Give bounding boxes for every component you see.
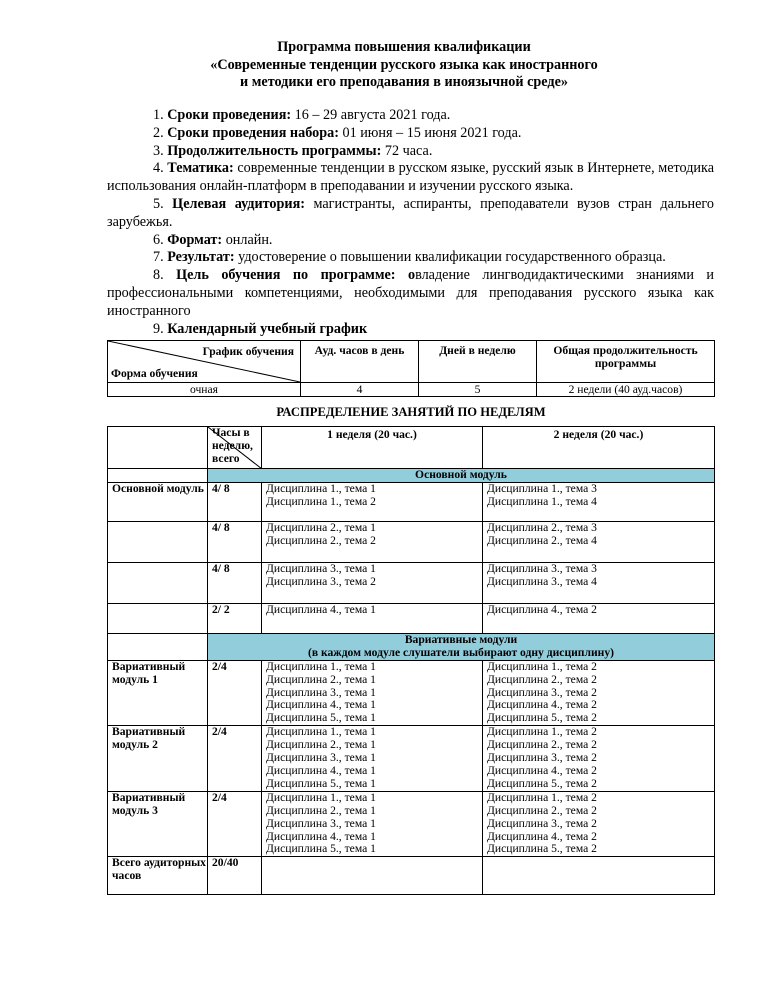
total-week-2-cell <box>483 857 715 895</box>
variable-module-3-hours: 2/4 <box>208 791 262 857</box>
header-days-per-week: Дней в неделю <box>419 341 537 383</box>
band-variable-modules: Вариативные модули (в каждом модуле слушатели выбирают одну дисциплину) <box>208 633 715 660</box>
variable-module-1-week-1: Дисциплина 1., тема 1 Дисциплина 2., тема 1 Дисциплина 3., тема 1 Дисциплина 4., тема 1 Дисциплина 5., тема 1 <box>262 660 483 726</box>
variable-module-1-label: Вариативный модуль 1 <box>108 660 208 726</box>
program-details-list <box>107 107 714 338</box>
main-row-2-hours: 4/ 8 <box>208 521 262 562</box>
list-item-7: 7. Результат: удостоверение о повышении квалификации государственного образца. <box>153 249 666 266</box>
title-line-1: Программа повышения квалификации <box>277 39 531 55</box>
list-item-5: 5. Целевая аудитория: магистранты, аспиранты, преподаватели вузов стран дальнего зарубежья. <box>107 195 714 230</box>
cell-days-per-week: 5 <box>419 383 537 397</box>
header-empty-cell <box>108 427 208 469</box>
empty-cell <box>108 562 208 603</box>
header-hours-cell <box>208 427 262 469</box>
main-row-2-week-1: Дисциплина 2., тема 1 Дисциплина 2., тема 2 <box>262 521 483 562</box>
main-row-3-hours: 4/ 8 <box>208 562 262 603</box>
variable-module-2-label: Вариативный модуль 2 <box>108 726 208 792</box>
list-item-6: 6. Формат: онлайн. <box>153 231 273 248</box>
main-row-1-hours: 4/ 8 <box>208 482 262 521</box>
variable-module-2-hours: 2/4 <box>208 726 262 792</box>
main-row-2-week-2: Дисциплина 2., тема 3 Дисциплина 2., тема 4 <box>483 521 715 562</box>
schedule-label: График обучения <box>202 345 294 358</box>
header-week-2: 2 неделя (20 час.) <box>483 427 715 469</box>
variable-module-1-week-2: Дисциплина 1., тема 2 Дисциплина 2., тема 2 Дисциплина 3., тема 2 Дисциплина 4., тема 2 Дисциплина 5., тема 2 <box>483 660 715 726</box>
band-empty-cell <box>108 469 208 483</box>
main-module-label: Основной модуль <box>108 482 208 521</box>
variable-module-2-week-1: Дисциплина 1., тема 1 Дисциплина 2., тема 1 Дисциплина 3., тема 1 Дисциплина 4., тема 1 Дисциплина 5., тема 1 <box>262 726 483 792</box>
variable-module-1-hours: 2/4 <box>208 660 262 726</box>
list-item-1: 1. Сроки проведения: 16 – 29 августа 2021 года. <box>153 107 451 123</box>
total-hours-label: Всего аудиторных часов <box>108 857 208 895</box>
variable-module-3-week-2: Дисциплина 1., тема 2 Дисциплина 2., тема 2 Дисциплина 3., тема 2 Дисциплина 4., тема 2 Дисциплина 5., тема 2 <box>483 791 715 857</box>
list-item-9: 9. Календарный учебный график <box>153 320 368 337</box>
header-hours-label: Часы в неделю, всего <box>212 426 253 465</box>
band-empty-cell <box>108 633 208 660</box>
main-row-3-week-2: Дисциплина 3., тема 3 Дисциплина 3., тема 4 <box>483 562 715 603</box>
main-row-3-week-1: Дисциплина 3., тема 1 Дисциплина 3., тема 2 <box>262 562 483 603</box>
cell-total-duration: 2 недели (40 ауд.часов) <box>537 383 715 397</box>
header-total-duration: Общая продолжительность программы <box>537 341 715 383</box>
header-week-1: 1 неделя (20 час.) <box>262 427 483 469</box>
calendar-table <box>107 340 715 397</box>
form-label: Форма обучения <box>111 367 198 380</box>
total-week-1-cell <box>262 857 483 895</box>
main-row-4-week-2: Дисциплина 4., тема 2 <box>483 603 715 633</box>
variable-module-3-label: Вариативный модуль 3 <box>108 791 208 857</box>
cell-hours-per-day: 4 <box>301 383 419 397</box>
distribution-title: РАСПРЕДЕЛЕНИЕ ЗАНЯТИЙ ПО НЕДЕЛЯМ <box>276 405 546 419</box>
variable-module-2-week-2: Дисциплина 1., тема 2 Дисциплина 2., тема 2 Дисциплина 3., тема 2 Дисциплина 4., тема 2 Дисциплина 5., тема 2 <box>483 726 715 792</box>
list-item-3: 3. Продолжительность программы: 72 часа. <box>153 142 433 159</box>
list-item-8: 8. Цель обучения по программе: овладение лингводидактическими знаниями и профессиональными компетенциями, необходимыми для преподавания русского языка как иностранного <box>107 267 715 319</box>
main-row-1-week-1: Дисциплина 1., тема 1 Дисциплина 1., тема 2 <box>262 482 483 521</box>
title-line-2: «Современные тенденции русского языка как иностранного <box>210 56 598 73</box>
main-row-1-week-2: Дисциплина 1., тема 3 Дисциплина 1., тема 4 <box>483 482 715 521</box>
main-row-4-week-1: Дисциплина 4., тема 1 <box>262 603 483 633</box>
document-title <box>120 39 688 92</box>
cell-form: очная <box>108 383 301 397</box>
total-hours-value: 20/40 <box>208 857 262 895</box>
distribution-table <box>107 426 715 895</box>
title-line-3: и методики его преподавания в иноязычной среде» <box>240 74 568 90</box>
calendar-diagonal-header <box>108 341 301 383</box>
main-row-4-hours: 2/ 2 <box>208 603 262 633</box>
band-main-module: Основной модуль <box>208 469 715 483</box>
header-hours-per-day: Ауд. часов в день <box>301 341 419 383</box>
empty-cell <box>108 521 208 562</box>
list-item-4: 4. Тематика: современные тенденции в русском языке, русский язык в Интернете, методика использования онлайн-платформ в преподавании и изучении русского языка. <box>107 160 715 195</box>
list-item-2: 2. Сроки проведения набора: 01 июня – 15 июня 2021 года. <box>153 124 522 141</box>
variable-module-3-week-1: Дисциплина 1., тема 1 Дисциплина 2., тема 1 Дисциплина 3., тема 1 Дисциплина 4., тема 1 Дисциплина 5., тема 1 <box>262 791 483 857</box>
empty-cell <box>108 603 208 633</box>
